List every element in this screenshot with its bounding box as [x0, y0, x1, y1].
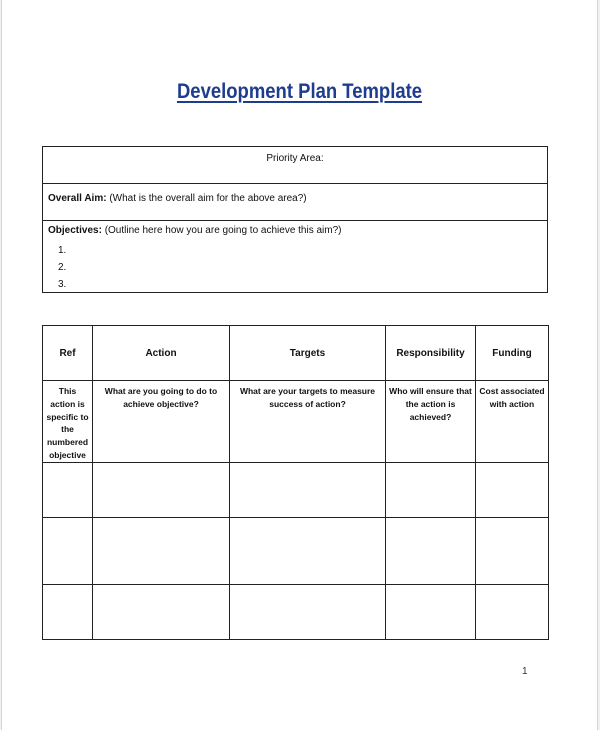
desc-funding: Cost associated with action — [476, 381, 549, 463]
objective-item-1: 1. — [58, 245, 67, 256]
objectives-text — [48, 225, 342, 236]
desc-ref: This action is specific to the numbered objective — [43, 381, 93, 463]
objectives-row — [43, 221, 547, 292]
overall-aim-text — [48, 193, 307, 204]
table-row — [43, 584, 549, 639]
table-cell — [230, 462, 386, 517]
objectives-list — [58, 245, 66, 296]
objectives-hint: (Outline here how you are going to achieve this aim?) — [101, 225, 342, 236]
document-title: Development Plan Template — [176, 80, 423, 103]
document-page — [1, 0, 598, 730]
plan-table — [42, 325, 549, 640]
table-cell — [43, 517, 93, 584]
objective-item-3: 3. — [58, 279, 67, 290]
priority-area-row — [43, 147, 547, 184]
table-cell — [476, 462, 549, 517]
page-number: 1 — [522, 666, 528, 677]
header-funding: Funding — [476, 326, 549, 381]
header-targets: Targets — [230, 326, 386, 381]
header-responsibility: Responsibility — [386, 326, 476, 381]
table-description-row — [43, 381, 549, 463]
overall-aim-hint: (What is the overall aim for the above area?) — [106, 193, 307, 204]
header-action: Action — [93, 326, 230, 381]
objective-item-2: 2. — [58, 262, 67, 273]
overall-aim-label: Overall Aim: — [48, 193, 107, 204]
table-cell — [43, 462, 93, 517]
table-row — [43, 462, 549, 517]
table-cell — [93, 517, 230, 584]
table-cell — [230, 517, 386, 584]
overall-aim-row — [43, 184, 547, 221]
objectives-label: Objectives: — [48, 225, 102, 236]
table-cell — [386, 462, 476, 517]
desc-responsibility: Who will ensure that the action is achieved? — [386, 381, 476, 463]
table-cell — [476, 517, 549, 584]
table-row — [43, 517, 549, 584]
header-ref: Ref — [43, 326, 93, 381]
table-cell — [230, 584, 386, 639]
desc-targets: What are your targets to measure success of action? — [230, 381, 386, 463]
table-cell — [476, 584, 549, 639]
table-cell — [93, 462, 230, 517]
table-cell — [93, 584, 230, 639]
aim-objectives-box — [42, 146, 548, 293]
table-header-row — [43, 326, 549, 381]
priority-area-label: Priority Area: — [266, 153, 324, 164]
desc-action: What are you going to do to achieve objective? — [93, 381, 230, 463]
table-cell — [386, 517, 476, 584]
table-cell — [43, 584, 93, 639]
table-cell — [386, 584, 476, 639]
